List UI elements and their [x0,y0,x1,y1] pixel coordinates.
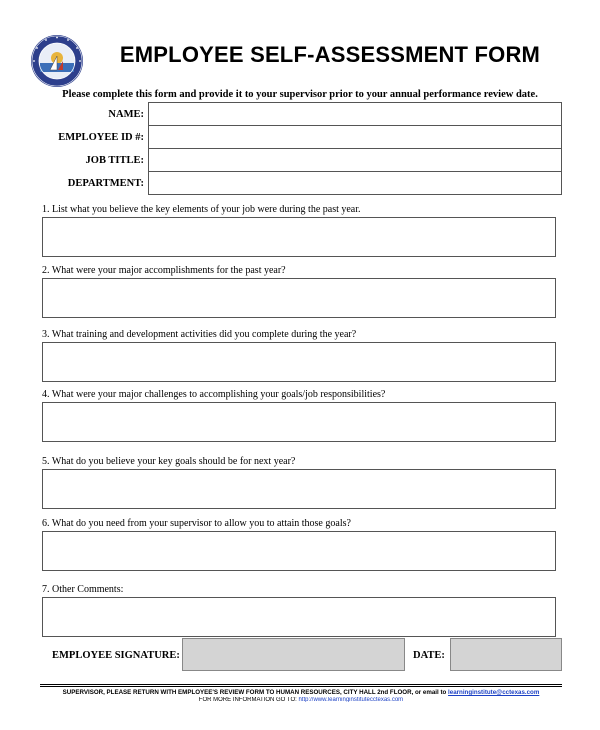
footer-email-link[interactable]: learninginstitute@cctexas.com [448,689,540,696]
signature-row [0,638,600,672]
employee-info-table [40,102,562,195]
date-field[interactable] [450,638,562,671]
form-instructions: Please complete this form and provide it to your supervisor prior to your annual performance review date. [62,89,538,100]
footer-note [40,689,562,696]
answer-box-4[interactable] [42,402,556,442]
signature-field[interactable] [182,638,405,671]
footer-text: SUPERVISOR, PLEASE RETURN WITH EMPLOYEE'S REVIEW FORM TO HUMAN RESOURCES, CITY HALL 2nd FLOOR, or email to [62,689,449,696]
name-row [40,103,562,126]
employee-id-label: EMPLOYEE ID #: [58,131,144,143]
answer-box-2[interactable] [42,278,556,318]
employee-id-row [40,126,562,149]
name-field[interactable] [149,103,562,126]
footer-website-link[interactable]: http://www.learninginstitutecctexas.com [298,697,404,702]
footer-more-info-text: FOR MORE INFORMATION GO TO: [198,697,299,702]
question-6: 6. What do you need from your supervisor to allow you to attain those goals? [42,518,351,529]
answer-box-7[interactable] [42,597,556,637]
job-title-row [40,149,562,172]
department-field[interactable] [149,172,562,195]
answer-box-3[interactable] [42,342,556,382]
footer-divider-2 [40,686,562,687]
footer-divider [40,684,562,685]
job-title-field[interactable] [149,149,562,172]
question-3: 3. What training and development activities did you complete during the year? [42,329,357,340]
department-row [40,172,562,195]
department-label: DEPARTMENT: [67,177,144,189]
question-4: 4. What were your major challenges to accomplishing your goals/job responsibilities? [42,389,386,400]
footer-more-info [40,697,562,702]
employee-id-field[interactable] [149,126,562,149]
question-2: 2. What were your major accomplishments for the past year? [42,265,286,276]
question-5: 5. What do you believe your key goals should be for next year? [42,456,296,467]
form-title: EMPLOYEE SELF-ASSESSMENT FORM [119,42,541,67]
answer-box-1[interactable] [42,217,556,257]
answer-box-6[interactable] [42,531,556,571]
question-1: 1. List what you believe the key elements of your job were during the past year. [42,204,361,215]
date-label: DATE: [413,650,445,661]
job-title-label: JOB TITLE: [85,154,144,166]
question-7: 7. Other Comments: [42,584,124,595]
answer-box-5[interactable] [42,469,556,509]
signature-label: EMPLOYEE SIGNATURE: [52,650,180,661]
name-label: NAME: [108,108,144,120]
